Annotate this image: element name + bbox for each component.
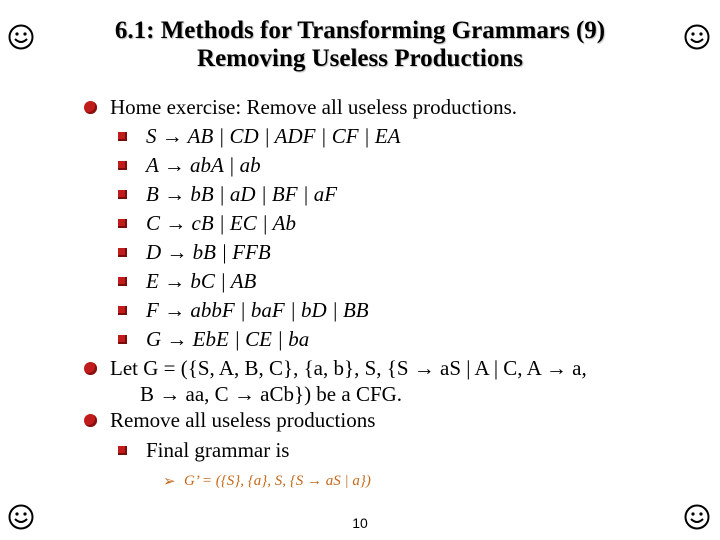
arrow-bullet-icon: ➢ <box>163 472 176 490</box>
cfg-definition-line1: Let G = ({S, A, B, C}, {a, b}, S, {S → aS | A | C, A → a, <box>110 356 587 380</box>
production-a: A → abA | ab <box>146 153 261 177</box>
round-bullet-icon <box>84 362 97 375</box>
smiley-face-icon <box>8 504 34 530</box>
round-bullet-icon <box>84 101 97 114</box>
round-bullet-icon <box>84 414 97 427</box>
square-bullet-icon <box>118 446 127 455</box>
production-c: C → cB | EC | Ab <box>146 211 296 235</box>
slide-title: 6.1: Methods for Transforming Grammars (9) <box>114 17 606 44</box>
cfg-definition-line2: B → aa, C → aCb}) be a CFG. <box>140 382 403 406</box>
square-bullet-icon <box>118 132 127 141</box>
production-e: E → bC | AB <box>146 269 257 293</box>
square-bullet-icon <box>118 248 127 257</box>
final-grammar: G’ = ({S}, {a}, S, {S → aS | a}) <box>184 473 371 489</box>
final-grammar-label: Final grammar is <box>146 438 290 462</box>
square-bullet-icon <box>118 335 127 344</box>
exercise-heading: Home exercise: Remove all useless productions. <box>110 95 518 119</box>
page-number: 10 <box>352 515 368 531</box>
square-bullet-icon <box>118 277 127 286</box>
task-statement: Remove all useless productions <box>110 408 376 432</box>
production-g: G → EbE | CE | ba <box>146 327 310 351</box>
square-bullet-icon <box>118 306 127 315</box>
square-bullet-icon <box>118 190 127 199</box>
smiley-face-icon <box>684 504 710 530</box>
square-bullet-icon <box>118 219 127 228</box>
production-b: B → bB | aD | BF | aF <box>146 182 338 206</box>
square-bullet-icon <box>118 161 127 170</box>
smiley-face-icon <box>684 24 710 50</box>
production-d: D → bB | FFB <box>146 240 271 264</box>
slide-subtitle: Removing Useless Productions <box>197 45 523 72</box>
smiley-face-icon <box>8 24 34 50</box>
production-f: F → abbF | baF | bD | BB <box>146 298 369 322</box>
production-s: S → AB | CD | ADF | CF | EA <box>146 124 401 148</box>
